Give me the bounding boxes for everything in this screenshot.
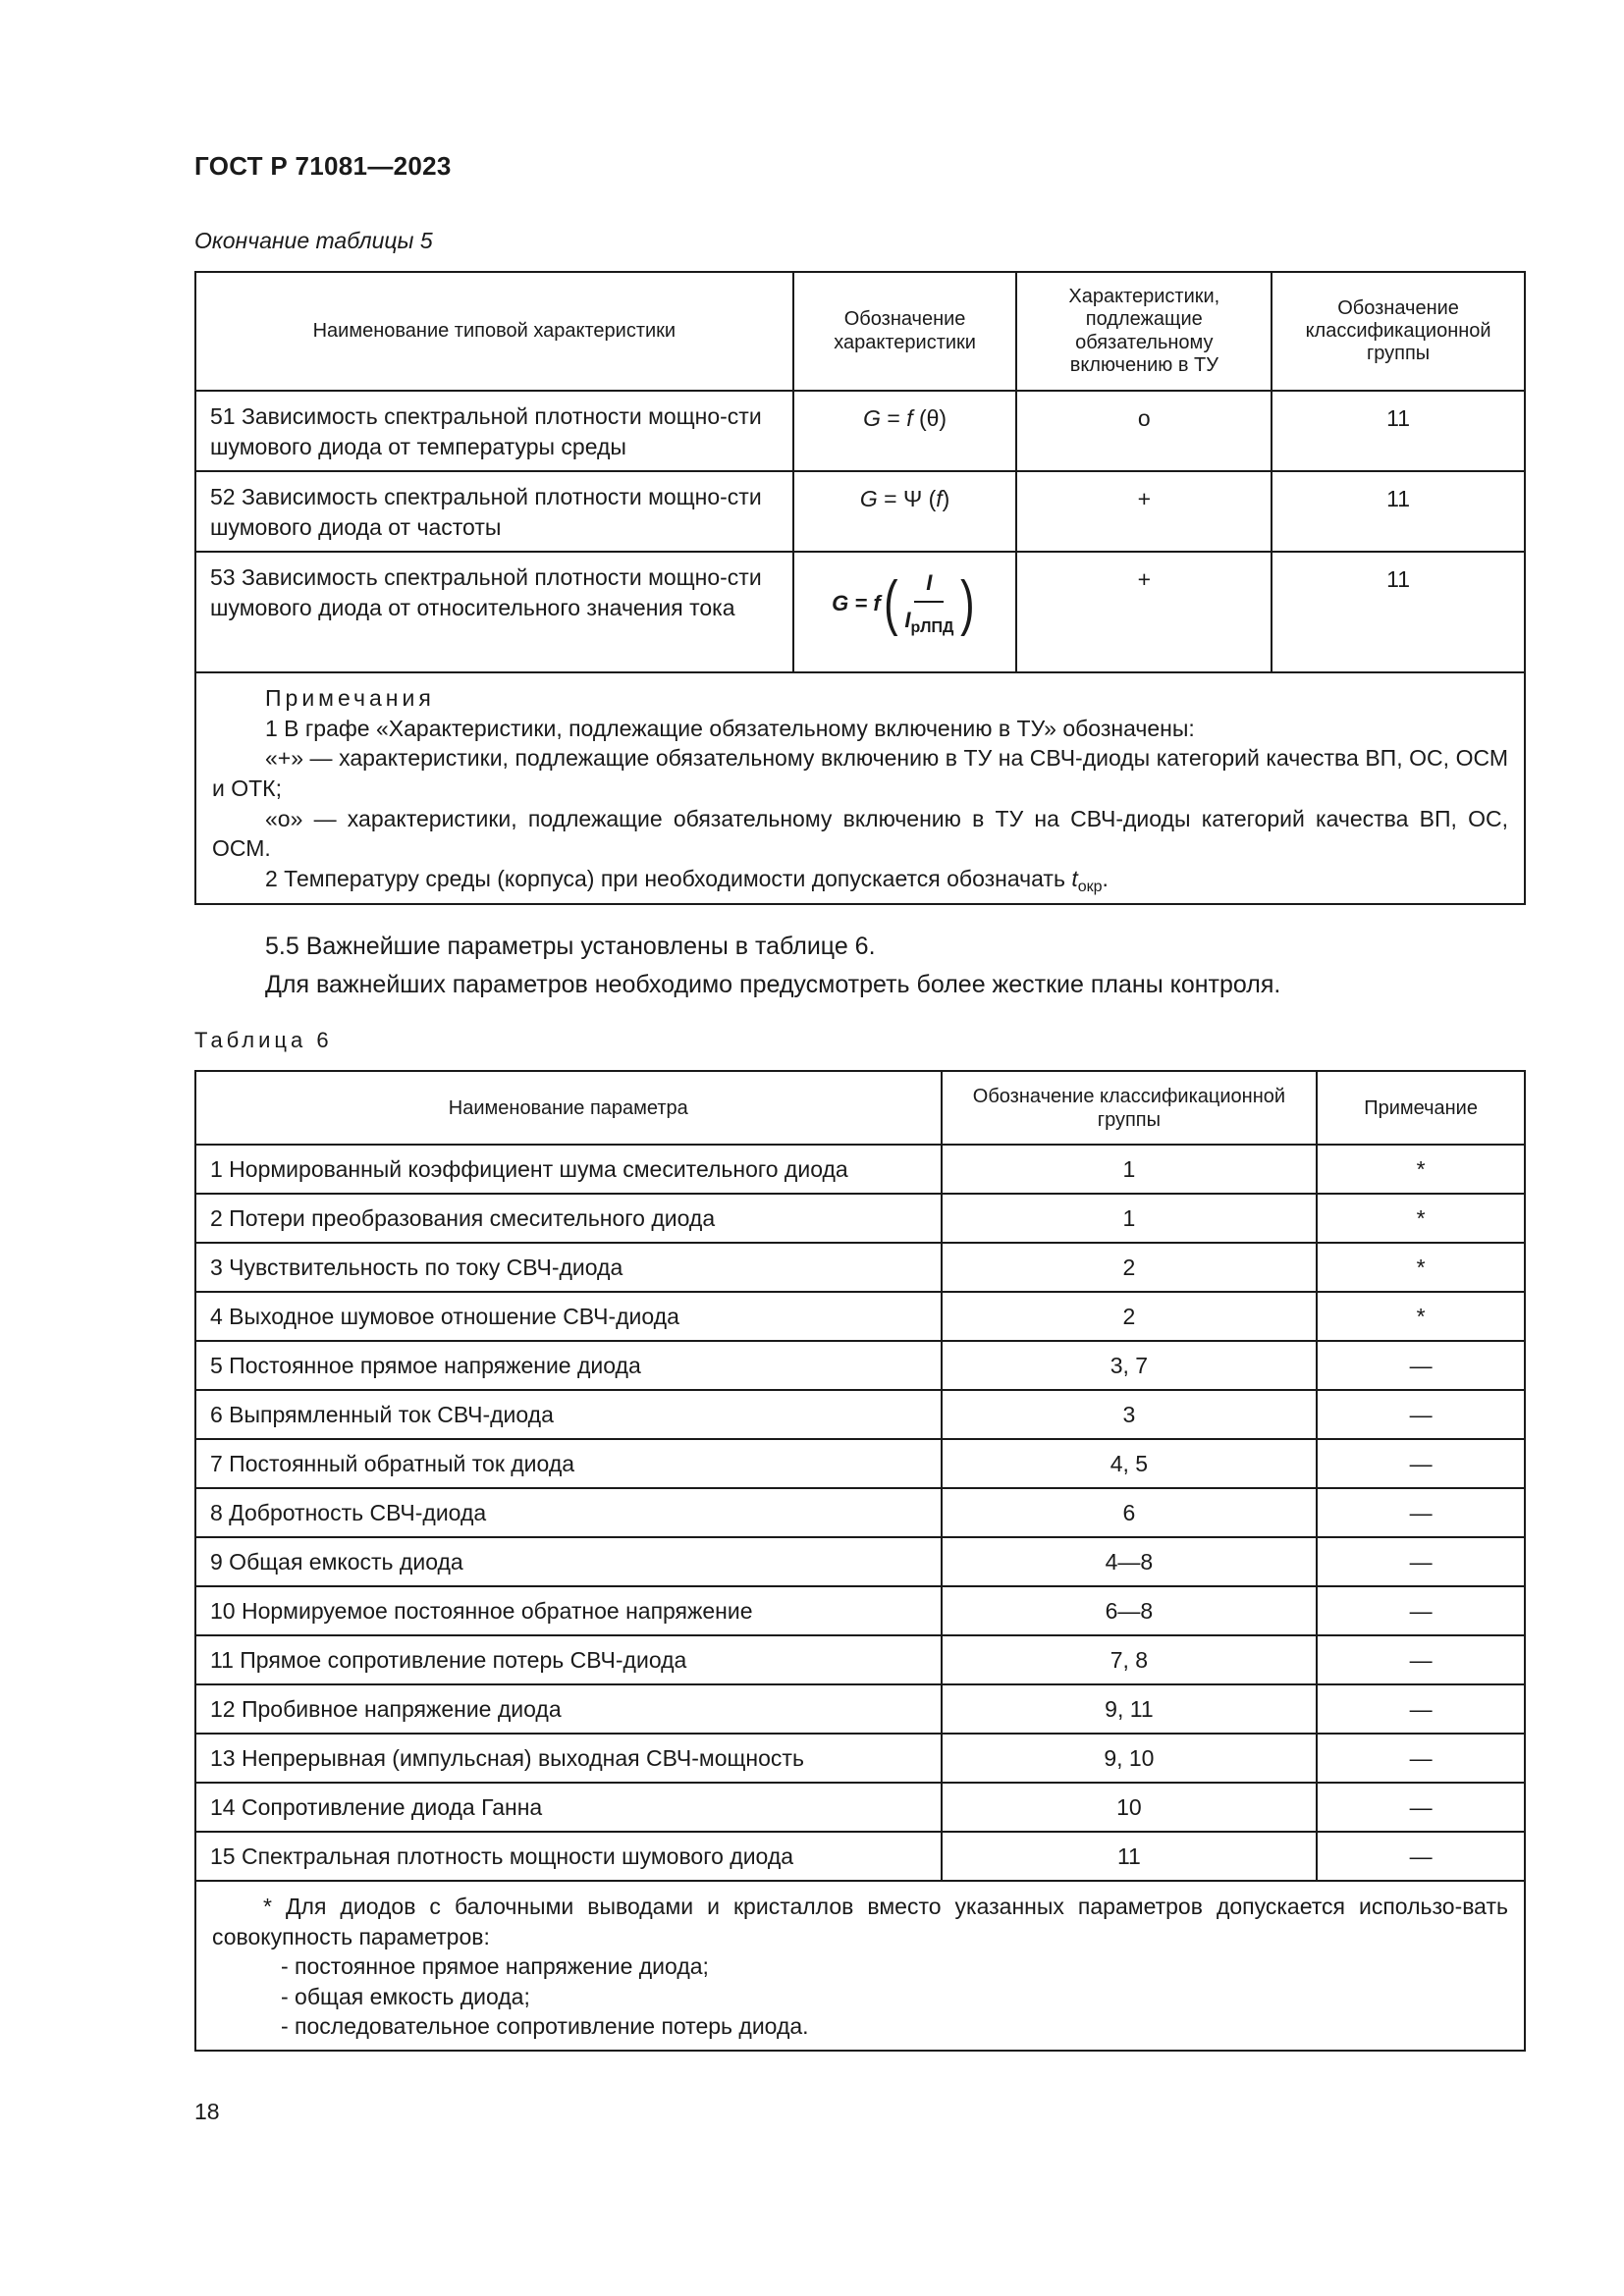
table5-header-row xyxy=(195,272,1525,391)
table-row xyxy=(195,1341,1525,1390)
row-note: — xyxy=(1317,1537,1525,1586)
row-group: 6—8 xyxy=(942,1586,1318,1635)
table-row xyxy=(195,1292,1525,1341)
row-name: 51 Зависимость спектральной плотности мощно-сти шумового диода от температуры среды xyxy=(195,391,793,471)
notes-title: Примечания xyxy=(265,685,435,712)
table6-footnote-row xyxy=(195,1881,1525,2051)
footnote-item: - последовательное сопротивление потерь диода. xyxy=(281,2013,809,2040)
table6-caption: Таблица 6 xyxy=(194,1028,333,1052)
fraction xyxy=(904,568,953,638)
row-note: — xyxy=(1317,1488,1525,1537)
table-6 xyxy=(194,1070,1526,2052)
row-group: 9, 11 xyxy=(942,1684,1318,1734)
table-row xyxy=(195,1537,1525,1586)
table-row xyxy=(195,1243,1525,1292)
formula xyxy=(832,568,978,638)
row-formula xyxy=(793,552,1017,672)
table-row xyxy=(195,1145,1525,1194)
table6-header-group: Обозначение классификационной группы xyxy=(942,1071,1318,1145)
row-note: — xyxy=(1317,1734,1525,1783)
row-group: 11 xyxy=(1272,391,1525,471)
row-name: 13 Непрерывная (импульсная) выходная СВЧ-мощность xyxy=(195,1734,942,1783)
row-name: 15 Спектральная плотность мощности шумового диода xyxy=(195,1832,942,1881)
table6-footnote xyxy=(195,1881,1525,2051)
denominator-sub: рЛПД xyxy=(910,618,954,636)
table5-header-symbol: Обозначение характеристики xyxy=(793,272,1017,391)
row-name: 3 Чувствительность по току СВЧ-диода xyxy=(195,1243,942,1292)
row-name: 4 Выходное шумовое отношение СВЧ-диода xyxy=(195,1292,942,1341)
table6-header-name: Наименование параметра xyxy=(195,1071,942,1145)
row-group: 3 xyxy=(942,1390,1318,1439)
table-row xyxy=(195,391,1525,471)
table-row xyxy=(195,1684,1525,1734)
row-group: 2 xyxy=(942,1243,1318,1292)
table5-caption: Окончание таблицы 5 xyxy=(194,228,433,253)
row-symbol xyxy=(793,471,1017,552)
table5-header-name: Наименование типовой характеристики xyxy=(195,272,793,391)
row-group: 3, 7 xyxy=(942,1341,1318,1390)
row-name: 12 Пробивное напряжение диода xyxy=(195,1684,942,1734)
table-row xyxy=(195,1390,1525,1439)
notes-var: t xyxy=(1071,865,1078,891)
row-group: 9, 10 xyxy=(942,1734,1318,1783)
notes-line xyxy=(212,864,1508,897)
row-name: 1 Нормированный коэффициент шума смесительного диода xyxy=(195,1145,942,1194)
row-group: 10 xyxy=(942,1783,1318,1832)
table-row xyxy=(195,1488,1525,1537)
footnote-item: - общая емкость диода; xyxy=(281,1983,530,2009)
table6-header-row xyxy=(195,1071,1525,1145)
row-group: 6 xyxy=(942,1488,1318,1537)
table-row xyxy=(195,1586,1525,1635)
table-row xyxy=(195,1194,1525,1243)
footnote-line: * Для диодов с балочными выводами и кристаллов вместо указанных параметров допускается использо-вать совокупность параметров: xyxy=(212,1894,1508,1949)
notes-line: «+» — характеристики, подлежащие обязательному включению в ТУ на СВЧ-диоды категорий качества ВП, ОС, ОСМ и ОТК; xyxy=(212,745,1508,801)
row-required: + xyxy=(1016,471,1272,552)
row-name: 11 Прямое сопротивление потерь СВЧ-диода xyxy=(195,1635,942,1684)
row-group: 2 xyxy=(942,1292,1318,1341)
page-number: 18 xyxy=(194,2099,220,2124)
row-note: * xyxy=(1317,1243,1525,1292)
row-note: * xyxy=(1317,1145,1525,1194)
row-note: — xyxy=(1317,1684,1525,1734)
symbol-text: G = Ψ (f) xyxy=(859,486,950,512)
formula-lhs: G = f xyxy=(832,590,881,615)
table-row xyxy=(195,1783,1525,1832)
table6-header-note: Примечание xyxy=(1317,1071,1525,1145)
table-row xyxy=(195,1734,1525,1783)
table5-notes-row xyxy=(195,672,1525,904)
row-name: 6 Выпрямленный ток СВЧ-диода xyxy=(195,1390,942,1439)
table-row xyxy=(195,1635,1525,1684)
row-symbol xyxy=(793,391,1017,471)
row-name: 5 Постоянное прямое напряжение диода xyxy=(195,1341,942,1390)
section-paragraph: Для важнейших параметров необходимо предусмотреть более жесткие планы контроля. xyxy=(265,971,1281,998)
row-note: * xyxy=(1317,1194,1525,1243)
open-paren: ( xyxy=(883,568,898,637)
close-paren: ) xyxy=(960,568,975,637)
row-note: — xyxy=(1317,1635,1525,1684)
row-note: — xyxy=(1317,1832,1525,1881)
row-group: 1 xyxy=(942,1145,1318,1194)
row-group: 7, 8 xyxy=(942,1635,1318,1684)
row-name: 2 Потери преобразования смесительного диода xyxy=(195,1194,942,1243)
row-name: 14 Сопротивление диода Ганна xyxy=(195,1783,942,1832)
row-note: * xyxy=(1317,1292,1525,1341)
row-group: 1 xyxy=(942,1194,1318,1243)
document-header: ГОСТ Р 71081—2023 xyxy=(194,151,452,181)
notes-line: 1 В графе «Характеристики, подлежащие обязательному включению в ТУ» обозначены: xyxy=(265,715,1195,741)
row-required: о xyxy=(1016,391,1272,471)
symbol-text: G = f (θ) xyxy=(863,405,947,431)
row-name: 7 Постоянный обратный ток диода xyxy=(195,1439,942,1488)
table6-body xyxy=(195,1145,1525,1881)
row-group: 4—8 xyxy=(942,1537,1318,1586)
footnote-item: - постоянное прямое напряжение диода; xyxy=(281,1953,709,1980)
row-name: 10 Нормируемое постоянное обратное напряжение xyxy=(195,1586,942,1635)
table-5 xyxy=(194,271,1526,905)
table5-notes xyxy=(195,672,1525,904)
row-note: — xyxy=(1317,1783,1525,1832)
table5-header-group: Обозначение классификационной группы xyxy=(1272,272,1525,391)
notes-line-end: . xyxy=(1102,865,1109,891)
row-note: — xyxy=(1317,1439,1525,1488)
row-note: — xyxy=(1317,1586,1525,1635)
table5-header-required: Характеристики, подлежащие обязательному включению в ТУ xyxy=(1016,272,1272,391)
row-name: 53 Зависимость спектральной плотности мощно-сти шумового диода от относительного значения тока xyxy=(195,552,793,672)
row-name: 9 Общая емкость диода xyxy=(195,1537,942,1586)
table-row xyxy=(195,552,1525,672)
notes-line: «о» — характеристики, подлежащие обязательному включению в ТУ на СВЧ-диоды категорий качества ВП, ОС, ОСМ. xyxy=(212,805,1508,862)
fraction-numerator: I xyxy=(914,568,944,603)
notes-var-sub: окр xyxy=(1077,878,1103,895)
denominator-main: I xyxy=(904,607,911,632)
table-row xyxy=(195,1439,1525,1488)
notes-line-main: 2 Температуру среды (корпуса) при необходимости допускается обозначать xyxy=(265,865,1072,891)
row-group: 4, 5 xyxy=(942,1439,1318,1488)
row-required: + xyxy=(1016,552,1272,672)
table-row xyxy=(195,471,1525,552)
row-note: — xyxy=(1317,1341,1525,1390)
row-note: — xyxy=(1317,1390,1525,1439)
section-paragraph: 5.5 Важнейшие параметры установлены в таблице 6. xyxy=(265,933,876,960)
row-name: 52 Зависимость спектральной плотности мощно-сти шумового диода от частоты xyxy=(195,471,793,552)
row-group: 11 xyxy=(1272,552,1525,672)
row-name: 8 Добротность СВЧ-диода xyxy=(195,1488,942,1537)
table-row xyxy=(195,1832,1525,1881)
row-group: 11 xyxy=(942,1832,1318,1881)
row-group: 11 xyxy=(1272,471,1525,552)
fraction-denominator xyxy=(904,603,953,639)
